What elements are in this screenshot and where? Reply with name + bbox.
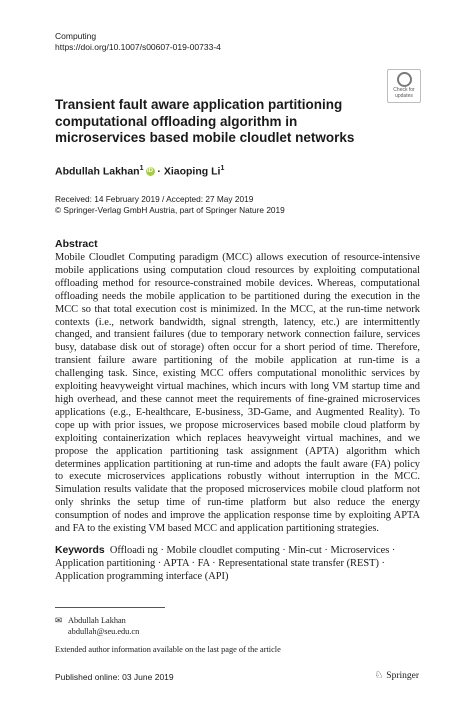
keywords-label: Keywords — [55, 545, 105, 556]
copyright-notice: © Springer-Verlag GmbH Austria, part of Springer Nature 2019 — [55, 205, 285, 215]
publisher-name: Springer — [386, 671, 419, 681]
abstract-body: Mobile Cloudlet Computing paradigm (MCC) allows execution of resource-intensive mobile applications using computation cloud resources by exploiting computational offloading method for resource-constrained mobile devices. Whereas, computational offloading needs the mobile application to be partitioned during the execution in the MCC so that total execution cost is minimized. In the MCC, at the run-time network contexts (i.e., network bandwidth, signal strength, latency, etc.) are intermittently changed, and transient failures (due to temporary network connection failure, services busy, database disk out of storage) often occur for a short period of time. Therefore, transient failure aware partitioning of the mobile application at run-time is a challenging task. Since, existing MCC offers computational monolithic services by exploiting heavyweight virtual machines, which incurs with long VM startup time and high overhead, and these cannot meet the requirements of fine-grained microservices applications (e.g., E-healthcare, E-business, 3D-Game, and Augmented Reality). To cope up with prior issues, we propose microservices based mobile cloud platform by exploiting containerization which replaces heavyweight virtual machines, and we propose the application partitioning task assignment (APTA) algorithm which determines application partitioning at run-time and adopts the fault aware (FA) policy to execute microservices applications robustly without interruption in the MCC. Simulation results validate that the proposed microservices mobile cloud platform not only shrinks the setup time of run-time platform but also reduce the energy consumption of nodes and improve the application response time by exploiting APTA and FA to the existing VM based MCC and application partitioning strategies. — [55, 252, 420, 535]
author-name-1[interactable]: Abdullah Lakhan — [55, 165, 140, 178]
author-affiliation-1: 1 — [139, 165, 144, 172]
check-for-updates-badge[interactable] — [387, 69, 421, 103]
keywords-section — [55, 545, 420, 584]
badge-line2: updates — [395, 93, 413, 99]
author-affiliation-2: 1 — [220, 165, 225, 172]
publisher-logo — [374, 670, 419, 681]
doi-link[interactable]: https://doi.org/10.1007/s00607-019-00733-4 — [55, 42, 221, 52]
springer-horse-icon: ♘ — [374, 670, 384, 681]
footnote-divider — [55, 607, 165, 608]
abstract-heading: Abstract — [55, 238, 98, 250]
received-accepted-dates: Received: 14 February 2019 / Accepted: 27 May 2019 — [55, 194, 254, 204]
journal-header — [55, 31, 221, 53]
paper-title: Transient fault aware application partitioning computational offloading algorithm in microservices based mobile cloudlet networks — [55, 97, 355, 145]
contact-email[interactable]: abdullah@seu.edu.cn — [68, 627, 140, 636]
published-online-date: Published online: 03 June 2019 — [55, 672, 174, 682]
author-separator: · — [154, 165, 164, 178]
extended-author-note: Extended author information available on the last page of the article — [55, 645, 281, 654]
corresponding-author — [55, 615, 139, 637]
author-list — [55, 165, 224, 178]
envelope-icon: ✉ — [55, 616, 62, 625]
journal-name: Computing — [55, 31, 97, 41]
keywords-text: Offloadi ng · Mobile cloudlet computing · Min-cut · Microservices · Application partitioning · APTA · FA · Representational state transfer (REST) · Application programming interface (API) — [55, 545, 396, 582]
badge-line1: Check for — [393, 87, 415, 93]
check-updates-icon — [397, 72, 412, 87]
orcid-icon[interactable]: iD — [147, 168, 153, 175]
contact-name: Abdullah Lakhan — [68, 616, 126, 625]
publication-dates — [55, 194, 285, 216]
author-name-2[interactable]: Xiaoping Li — [163, 165, 221, 178]
